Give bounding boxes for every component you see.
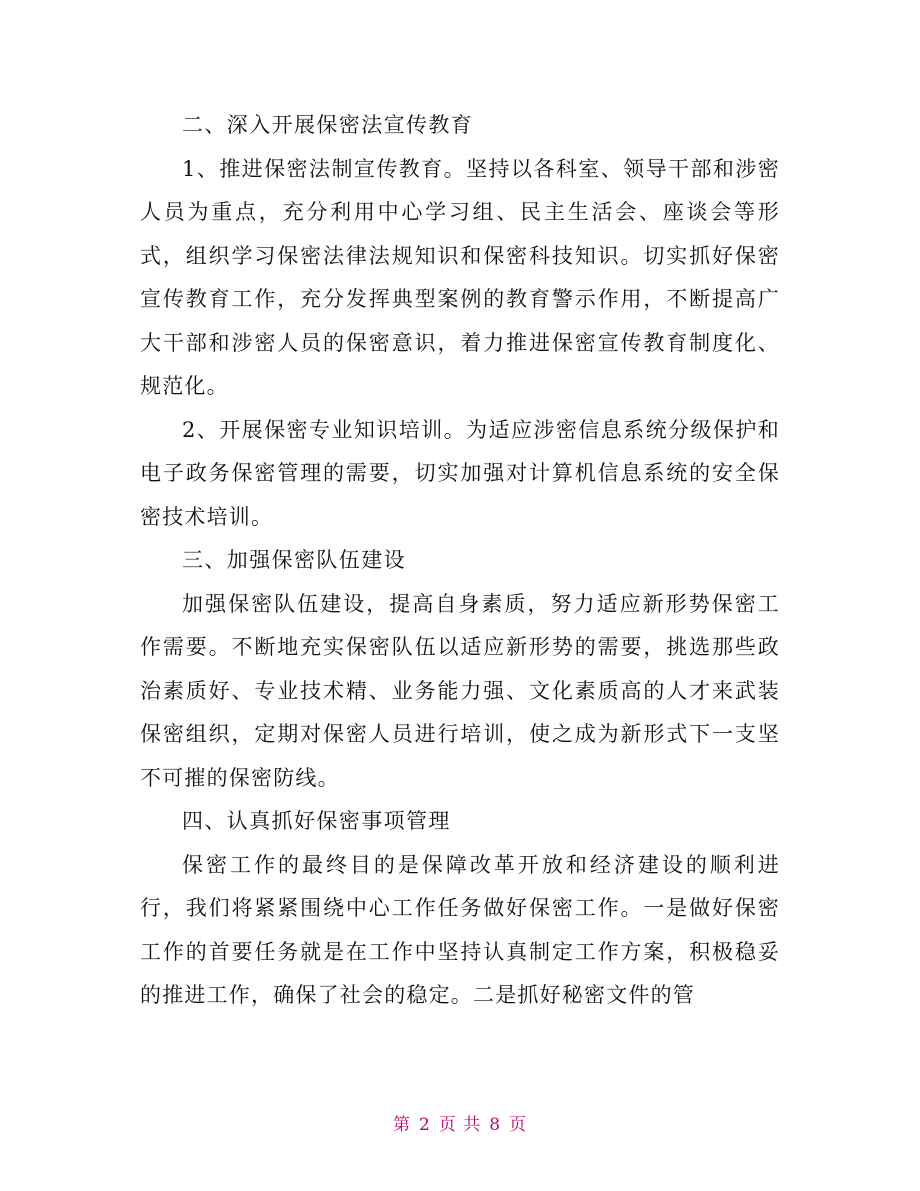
section-heading-2: 二、深入开展保密法宣传教育 <box>182 113 474 137</box>
paragraph-professional-training: 2、开展保密专业知识培训。为适应涉密信息系统分级保护和电子政务保密管理的需要，切实加强对计算机信息系统的安全保密技术培训。 <box>140 417 780 529</box>
footer-middle: 页 共 <box>438 1115 482 1135</box>
footer-total-pages: 8 <box>489 1115 502 1135</box>
footer-suffix: 页 <box>509 1115 528 1135</box>
section-heading-4: 四、认真抓好保密事项管理 <box>182 809 451 833</box>
document-body <box>140 104 780 1018</box>
paragraph-team-building: 加强保密队伍建设，提高自身素质，努力适应新形势保密工作需要。不断地充实保密队伍以适应新形势的需要，挑选那些政治素质好、专业技术精、业务能力强、文化素质高的人才来武装保密组织，定期对保密人员进行培训，使之成为新形式下一支坚不可摧的保密防线。 <box>140 591 780 790</box>
footer-current-page: 2 <box>418 1115 431 1135</box>
footer-prefix: 第 <box>392 1115 411 1135</box>
section-heading-3: 三、加强保密队伍建设 <box>182 548 406 572</box>
page-footer <box>0 1110 920 1135</box>
paragraph-propaganda-education: 1、推进保密法制宣传教育。坚持以各科室、领导干部和涉密人员为重点，充分利用中心学习组、民主生活会、座谈会等形式，组织学习保密法律法规知识和保密科技知识。切实抓好保密宣传教育工作，充分发挥典型案例的教育警示作用，不断提高广大干部和涉密人员的保密意识，着力推进保密宣传教育制度化、规范化。 <box>140 156 780 398</box>
paragraph-matter-management: 保密工作的最终目的是保障改革开放和经济建设的顺利进行，我们将紧紧围绕中心工作任务做好保密工作。一是做好保密工作的首要任务就是在工作中坚持认真制定工作方案，积极稳妥的推进工作，确保了社会的稳定。二是抓好秘密文件的管 <box>140 852 780 1007</box>
